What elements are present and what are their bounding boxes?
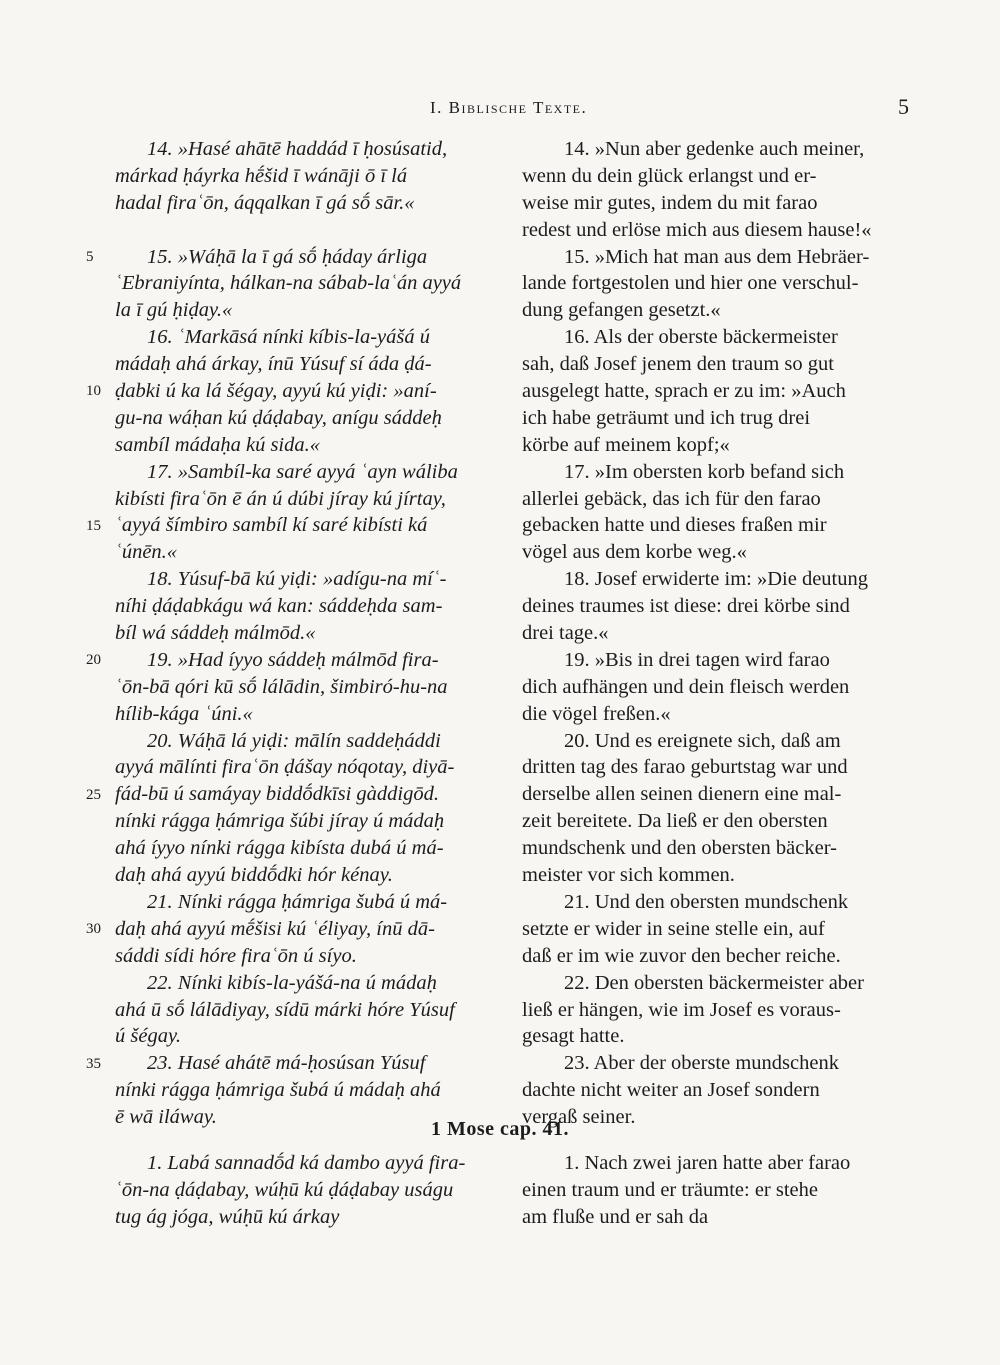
german-text-line: 20. Und es ereignete sich, daß am <box>564 729 841 752</box>
section-title: 1 Mose cap. 41. <box>430 1118 570 1140</box>
somali-text-line: ʿúnēn.« <box>115 541 178 564</box>
line-number: 15 <box>86 517 101 534</box>
somali-text-line: ahá ū sṓ lálādiyay, sídū márki hóre Yúsuf <box>115 998 455 1021</box>
somali-text-line: ē wā iláway. <box>115 1106 217 1129</box>
page-header <box>0 94 1000 128</box>
somali-text-column <box>115 136 505 1131</box>
somali-text-line: bíl wá sáddeḥ málmōd.« <box>115 622 316 645</box>
somali-text-line: níhi ḍáḍabkágu wá kan: sáddeḥda sam- <box>115 595 443 618</box>
line-number: 30 <box>86 921 101 938</box>
german-text-line: vögel aus dem korbe weg.« <box>522 541 747 564</box>
german-text-line: einen traum und er träumte: er stehe <box>522 1178 818 1201</box>
german-text-line: 17. »Im obersten korb befand sich <box>564 460 845 483</box>
somali-text-line: 16. ʿMarkāsá nínki kíbis-la-yášá ú <box>147 326 430 349</box>
somali-text-line: 1. Labá sannadṓd ká dambo ayyá fira- <box>147 1152 466 1174</box>
somali-text-line: ʿayyá šímbiro sambíl kí saré kibísti ká <box>115 514 428 537</box>
german-text-line: derselbe allen seinen dienern eine mal- <box>522 783 842 806</box>
german-text-line: 15. »Mich hat man aus dem Hebräer- <box>564 245 870 268</box>
german-text-line: ich habe geträumt und ich trug drei <box>522 406 811 429</box>
somali-text-line: ú šégay. <box>115 1025 182 1048</box>
german-text-line: ausgelegt hatte, sprach er zu im: »Auch <box>522 380 846 403</box>
somali-text-line <box>115 217 505 244</box>
german-text-line: 22. Den obersten bäckermeister aber <box>564 971 864 994</box>
somali-text-line: 18. Yúsuf-bā kú yiḍi: »adígu-na míʿ- <box>147 568 447 591</box>
german-text-line: 21. Und den obersten mundschenk <box>564 890 849 913</box>
somali-text-line: 20. Wáḥā lá yiḍi: mālín saddeḥáddi <box>147 729 441 752</box>
german-text-line: ließ er hängen, wie im Josef es voraus- <box>522 998 841 1021</box>
somali-text-line: 14. »Hasé ahātē haddád ī ḥosúsatid, <box>147 138 448 160</box>
german-text-line: mundschenk und den obersten bäcker- <box>522 837 837 860</box>
somali-text-line: ʿEbraniyínta, hálkan-na sábab-laʿán ayyá <box>115 272 462 295</box>
german-text-line: 16. Als der oberste bäckermeister <box>564 326 838 349</box>
somali-text-line: 15. »Wáḥā la ī gá sṓ ḥáday árliga <box>147 245 428 268</box>
german-text-line: 18. Josef erwiderte im: »Die deutung <box>564 568 869 591</box>
german-text-line: weise mir gutes, indem du mit farao <box>522 191 818 214</box>
somali-text-line: ʿōn-bā qóri kū sṓ lálādin, šimbiró-hu-na <box>115 675 448 698</box>
somali-text-line: ahá íyyo nínki rágga kibísta dubá ú má- <box>115 837 444 860</box>
somali-text-line: sambíl mádaḥa kú sida.« <box>115 433 320 456</box>
german-text-line: drei tage.« <box>522 622 609 645</box>
line-number: 5 <box>86 248 94 265</box>
line-number: 35 <box>86 1055 101 1072</box>
somali-text-line: fád-bū ú samáyay biddṓdkīsi gàddigōd. <box>115 783 439 806</box>
line-number: 25 <box>86 786 101 803</box>
german-section-column <box>522 1150 907 1231</box>
german-text-line: dachte nicht weiter an Josef sondern <box>522 1079 820 1102</box>
german-text-line: die vögel freßen.« <box>522 702 671 725</box>
somali-text-line: márkad ḥáyrka hḗšid ī wánāji ō ī lá <box>115 164 408 187</box>
german-text-line: dritten tag des farao geburtstag war und <box>522 756 848 779</box>
german-text-line: wenn du dein glück erlangst und er- <box>522 164 817 187</box>
german-text-line: 19. »Bis in drei tagen wird farao <box>564 648 830 671</box>
german-text-line: körbe auf meinem kopf;« <box>522 433 730 456</box>
german-text-line: 1. Nach zwei jaren hatte aber farao <box>564 1152 851 1174</box>
german-text-line: allerlei gebäck, das ich für den farao <box>522 487 821 510</box>
german-text-line: dich aufhängen und dein fleisch werden <box>522 675 850 698</box>
running-title: I. Biblische Texte. <box>430 98 588 117</box>
german-text-line: gesagt hatte. <box>522 1025 625 1048</box>
page-number: 5 <box>898 94 909 119</box>
somali-text-line: ʿōn-na ḍáḍabay, wúḥū kú ḍáḍabay uságu <box>115 1178 454 1201</box>
somali-text-line: hílib-kága ʿúni.« <box>115 702 253 725</box>
somali-text-line: hadal firaʿōn, áqqalkan ī gá sṓ sār.« <box>115 191 415 214</box>
german-text-line: meister vor sich kommen. <box>522 864 735 887</box>
somali-text-line: sáddi sídi hóre firaʿōn ú síyo. <box>115 944 357 967</box>
somali-text-line: kibísti firaʿōn ē án ú dúbi jíray kú jírtay, <box>115 487 446 510</box>
somali-text-line: nínki rágga ḥámriga šúbi jíray ú mádaḥ <box>115 810 445 833</box>
somali-text-line: gu-na wáḥan kú ḍáḍabay, anígu sáddeḥ <box>115 406 442 429</box>
german-text-line: zeit bereitete. Da ließ er den obersten <box>522 810 828 833</box>
somali-text-line: la ī gú ḥiḍay.« <box>115 299 233 322</box>
somali-text-line: ayyá mālínti firaʿōn ḍášay nóqotay, diyā- <box>115 756 455 779</box>
german-text-line: gebacken hatte und dieses fraßen mir <box>522 514 827 537</box>
german-text-line: 14. »Nun aber gedenke auch meiner, <box>564 138 865 160</box>
german-text-line: sah, daß Josef jenem den traum so gut <box>522 353 834 376</box>
german-text-line: dung gefangen gesetzt.« <box>522 299 721 322</box>
german-text-line: redest und erlöse mich aus diesem hause!« <box>522 218 872 241</box>
line-number: 20 <box>86 652 101 669</box>
german-text-line: daß er im wie zuvor den becher reiche. <box>522 944 841 967</box>
german-text-line: lande fortgestolen und hier one verschul- <box>522 272 859 295</box>
somali-text-line: 21. Nínki rágga ḥámriga šubá ú má- <box>147 890 448 913</box>
german-translation-column <box>522 136 907 1131</box>
german-text-line: am fluße und er sah da <box>522 1205 709 1228</box>
somali-text-line: 17. »Sambíl-ka saré ayyá ʿayn wáliba <box>147 460 458 483</box>
line-number: 10 <box>86 383 101 400</box>
somali-section-column <box>115 1150 505 1231</box>
somali-text-line: tug ág jóga, wúḥū kú árkay <box>115 1205 340 1228</box>
somali-text-line: daḥ ahá ayyú mḗšisi kú ʿéliyay, ínū dā- <box>115 917 435 940</box>
german-text-line: deines traumes ist diese: drei körbe sind <box>522 595 850 618</box>
somali-text-line: mádaḥ ahá árkay, ínū Yúsuf sí áda ḍá- <box>115 353 432 376</box>
somali-text-line: 23. Hasé ahátē má-ḥosúsan Yúsuf <box>147 1052 426 1075</box>
german-text-line: setzte er wider in seine stelle ein, auf <box>522 917 825 940</box>
somali-text-line: 22. Nínki kibís-la-yášá-na ú mádaḥ <box>147 971 437 994</box>
german-text-line: 23. Aber der oberste mundschenk <box>564 1052 839 1075</box>
german-text-line: vergaß seiner. <box>522 1106 636 1129</box>
somali-text-line: 19. »Had íyyo sáddeḥ málmōd fira- <box>147 648 439 671</box>
somali-text-line: daḥ ahá ayyú biddṓdki hór kénay. <box>115 864 393 887</box>
somali-text-line: nínki rágga ḥámriga šubá ú mádaḥ ahá <box>115 1079 441 1102</box>
somali-text-line: ḍabki ú ka lá šégay, ayyú kú yiḍi: »aní- <box>115 380 437 403</box>
